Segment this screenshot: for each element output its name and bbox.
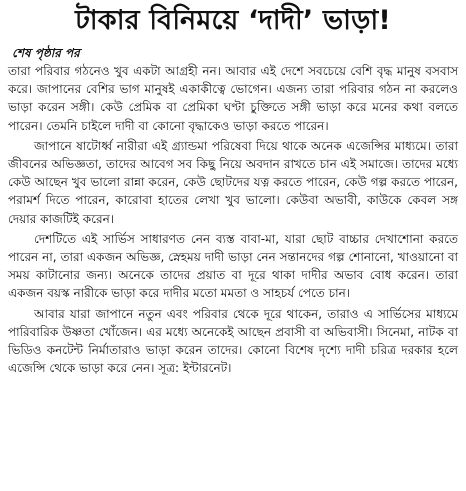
headline: টাকার বিনিময়ে ‘দাদী’ ভাড়া!: [75, 5, 391, 36]
continued-from-label: শেষ পৃষ্ঠার পর: [12, 46, 80, 60]
article-paragraph: আবার যারা জাপানে নতুন এবং পরিবার থেকে দূরে থাকেন, তারাও এ সার্ভিসের মাধ্যমে পারিবারিক উষ্ণতা খোঁজেন। এর মধ্যে অনেকেই আছেন প্রবাসী বা অভিবাসী। সিনেমা, নাটক বা ভিডিও কনটেন্ট নির্মাতারাও ভাড়া করেন তাদের। কোনো বিশেষ দৃশ্যে দাদী চরিত্র দরকার হলে এজেন্সি থেকে ভাড়া করে নেন। সূত্র: ইন্টারনেট।: [8, 306, 458, 376]
article-paragraph: দেশটিতে এই সার্ভিস সাধারণত নেন ব্যস্ত বাবা-মা, যারা ছোট বাচ্চার দেখাশোনা করতে পারেন না, তারা একজন অভিজ্ঞ, স্নেহময় দাদী ভাড়া নেন সন্তানদের গল্প শোনানো, খাওয়ানো বা সময় কাটানোর জন্য। অনেকে তাদের প্রয়াত বা দূরে থাকা দাদীর অভাব বোধ করেন। তারা একজন বয়স্ক নারীকে ভাড়া করে দাদীর মতো মমতা ও সাহচর্য পেতে চান।: [8, 231, 458, 301]
article-body: [8, 62, 458, 377]
article-paragraph: জাপানে ষাটোর্ধ্ব নারীরা এই গ্র্যান্ডমা পরিষেবা দিয়ে থাকে অনেক এজেন্সির মাধ্যমে। তারা জীবনের অভিজ্ঞতা, তাদের আবেগ সব কিছু নিয়ে অবদান রাখতে চান এই সমাজে। তাদের মধ্যে কেউ আছেন খুব ভালো রান্না করেন, কেউ ছোটদের যত্ন করতে পারেন, কেউ গল্প করতে পারেন, পরামর্শ দিতে পারেন, কারোবা হাতের লেখা খুব ভালো। কেউবা অভাবী, কাউকে কেবল সঙ্গ দেয়ার কাজটিই করেন।: [8, 138, 458, 226]
article-paragraph: তারা পরিবার গঠনেও খুব একটা আগ্রহী নন। আবার এই দেশে সবচেয়ে বেশি বৃদ্ধ মানুষ বসবাস করে। জাপানের বেশির ভাগ মানুষই একাকীত্বে ভোগেন। এজন্য তারা পরিবার গঠন না করলেও ভাড়া করেন সঙ্গী। কেউ প্রেমিক বা প্রেমিকা ঘণ্টা চুক্তিতে সঙ্গী ভাড়া করে মনের কথা বলতে পারেন। তেমনি চাইলে দাদী বা কোনো বৃদ্ধাকেও ভাড়া করতে পারেন।: [8, 64, 458, 133]
